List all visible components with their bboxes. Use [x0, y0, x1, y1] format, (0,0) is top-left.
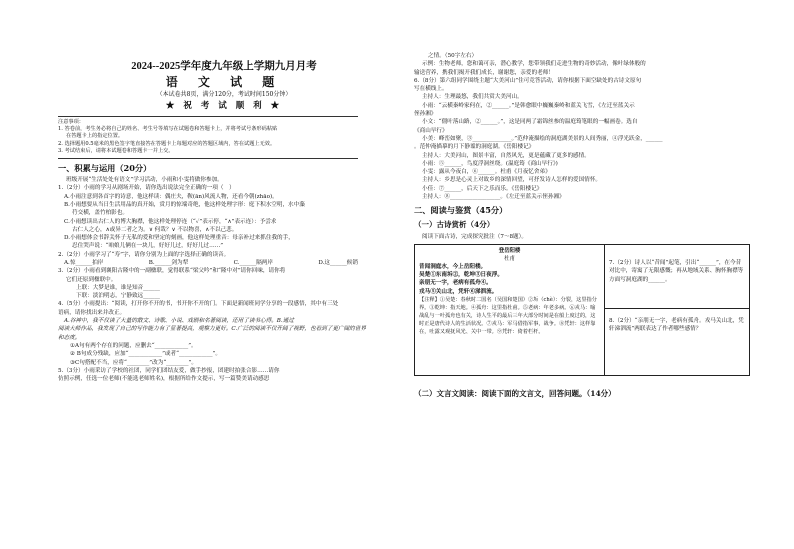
- q2-options: [58, 259, 358, 267]
- q2-option-d: D.这______候销: [318, 259, 358, 266]
- exam-info: （本试卷共8页，满分120分，考试时间150分钟）: [156, 91, 292, 98]
- notice-item: 在答题卡上的指定位置。: [66, 133, 124, 140]
- poem-line: 亲朋无一字，老病有孤舟④。: [419, 280, 492, 287]
- q6-line: 主持人：生理最悠，我们共赏大美河山。: [422, 94, 523, 101]
- subsection-heading: （二）文言文阅读：阅读下面的文言文，回答问题。（14分）: [414, 388, 616, 398]
- question-6: 6.（8分）第六组同学围绕主题“大美河山”住可竞答活动，请你根据下面空缺处的古诗文原句: [414, 77, 642, 84]
- q6-line: 。范仲淹描摹的月下静谧的洞庭湖。《岳阳楼记》: [414, 144, 535, 151]
- notice-item: 3. 考试结束后，请将本试题卷和答题卡一并上交。: [58, 147, 174, 154]
- poem-author: 杜甫: [504, 255, 515, 262]
- q1-option-c-cont: 古仁人之心，∧或异二者之为。∨ 何哉？∨ 不以物喜，∧不以己悲。: [72, 226, 238, 233]
- poem-cell: [415, 245, 605, 375]
- q6-line: 主持人：大美河山，图景丰富，自然风光，更是蕴藏了更多的感情。: [422, 152, 590, 159]
- left-column: [58, 52, 390, 383]
- question-3: 3.（2分）小雨看到襄阳古隆中的一副楹联，觉得联系“梁父吟”和“隆中对”请你回味，请你将: [58, 268, 286, 275]
- section-heading: 一、积累与运用（20分）: [58, 163, 152, 174]
- q1-option-b: B.小雨想要从当日生活用品的真开始，赏月的惊端奇绝，他这样处理字形：庭下积水空明，水中藻: [64, 201, 305, 208]
- q2-option-b: B.______剑为犁: [148, 259, 189, 266]
- q6-line: 小雨：“云横秦岭家何在，②______。”是韩愈眼中巍巍秦岭和蓝关飞雪，《左迁至蓝关示: [422, 102, 635, 109]
- poem-line: 昔闻洞庭水，今上岳阳楼。: [419, 263, 487, 270]
- notice-heading: 注意事项：: [58, 119, 84, 125]
- q6-line: 主持人：⑧__________________。《左迁至蓝关示侄孙湘》: [422, 194, 565, 201]
- exam-subtitle: 语 文 试 题: [165, 75, 283, 89]
- poem-table: [414, 244, 750, 376]
- subsection-heading: （一）古诗赏析（4分）: [414, 220, 495, 230]
- section-heading: 二、阅读与鉴赏（45分）: [414, 205, 508, 216]
- question-1: 1.（2分）小雨的学习从剧场开始，请你选出说法完全正确的一项（ ）: [58, 185, 235, 192]
- q6-line: 小雨：⑤______，鸟度浮洞丝绕。(温庭筠《商山早行》): [422, 160, 558, 167]
- q6-line: 小美：峰峦如聚，③______________。”范仲淹描绘的洞庭湖美景的人间秀丽，④浮光跃金，______: [422, 135, 663, 142]
- q5-example-cont: 输送营养，携我们揭开我们成长，谢谢您，亲爱的老师！: [414, 69, 554, 76]
- notice-item: 1. 答卷前，考生务必将自己的姓名、考生号等填写在试题卷和答题卡上，并将考试号条形码粘贴: [58, 126, 278, 133]
- exam-wish: ★ 祝 考 试 顺 利 ★: [165, 101, 283, 111]
- q3-lower-couplet: 下联：淡泊明志，宁静致远______: [76, 293, 160, 300]
- question-5-cont: 仿照示例，任选一位老师(不能选老师姓名)，根据所给作文提示，写一篇赞美请动感思: [58, 376, 270, 383]
- question-6-cont: 写在横线上。: [414, 86, 448, 93]
- poem-title: 登岳阳楼: [498, 247, 521, 254]
- q5-example: 示例：生物老师，您和蔼可亲，潜心教学，您带领我们走进生物的奇妙活动，像叶绿体般的: [422, 61, 646, 68]
- question-2: 2.（2分）小雨学习了“寿”字，请你分别为上面的字选择正确的读音。: [58, 251, 230, 258]
- q1-option-d-cont: 忍住哭声说：“咱娘儿俩在一块儿，好好儿过，好好儿过……”: [72, 243, 224, 250]
- poem-notes: 【注释】①吴楚：春秋时二国名（吴国和楚国）②坼（chè）：分裂，这里指分界。③乾坤：指天地。④孤舟：这里指杜甫。⑤老病：年老多病。⑥戎马：喻战乱与一叶孤舟也有关，诗人生平的最后三年大部分时间是在船上度过的，这时正是唐代诗人的生活状况。⑦戎马：军马借指军事，战争。⑧凭轩：这样靠在，吐露又观抚风光、关中一带。⑨凭轩：倚着栏杆。: [419, 297, 597, 336]
- q2-option-a: A.惊______拍岸: [64, 259, 104, 266]
- section-intro: 班级开展“生活处处有语文”学习活动，小雨和小雯将做你参加。: [66, 177, 223, 184]
- q4-passage: 阅读大师作品，我发现了自己的写作能力有了显著提高，观察力更好。C.广泛的阅读不仅开阔了视野，也看到了更广阔的世界: [58, 326, 366, 333]
- q2-option-c: C.______隔两岸: [233, 259, 273, 266]
- q4-answer-b: ② B句成分残缺，应加“____________”或者“____________”。: [70, 351, 221, 358]
- question-7: 7.（2分）诗人以“昔闻”起笔，引出“______”，在今昔对比中，寄寓了无限感慨；再从地域关系、胸怀胸襟等方面写洞庭湖的______。: [609, 259, 744, 284]
- poem-line: 戎马⑤关山北，凭轩⑥涕泗流。: [419, 288, 498, 295]
- question-4: 4.（5分）小雨提出：“阅读，打开你不开的书，书开你不开的门。下面是新闻班同学分享的一段感悟，其中有三处: [58, 301, 339, 308]
- q6-line: 侄孙湘》: [414, 111, 437, 118]
- question-3-cont: 它们还原到楹联中。: [66, 276, 117, 283]
- subsection-intro: 阅读下面古诗，完成探究批注（7～8题）。: [422, 234, 528, 241]
- q1-option-b-cont: 荇交横，盖竹柏影也。: [72, 210, 128, 217]
- q4-answer-a: ①A句有两个存在的问题，应删去“____________”。: [70, 342, 197, 349]
- divider: [58, 116, 358, 117]
- question-8-cell: [605, 309, 749, 337]
- q1-option-a: A.小雨注意到各首字的诗意，他这样读：偶庄夫，鞍(ān)风流人物，还看今朝(zhāo)。: [64, 193, 278, 200]
- question-4-cont: 语病，请你找出来并改正。: [58, 309, 126, 316]
- q3-upper-couplet: 上联：大梦是谁，谁是知音______: [76, 284, 160, 291]
- right-column: [414, 52, 754, 402]
- q1-option-d: D.小雨想体会书辞关怀子无私的爱和坚定的刻画，他这样处理重音：母亲补过来抓住我的手，: [64, 235, 294, 242]
- notice-block: [58, 119, 390, 155]
- poem-questions: [605, 245, 749, 375]
- question-5: 5.（3分）小雨采访了学校的社团，同学们团结友爱，做手抄报，团建时拍张合影……请你: [58, 367, 280, 374]
- question-8: 8.（2分）“亲朋无一字，老病有孤舟。戎马关山北，凭轩涕泗流”两联表达了作者哪些感情？: [609, 317, 744, 333]
- q5-cont: 之情。（50字左右）: [428, 53, 478, 59]
- q6-line: 《商山早行》: [414, 127, 448, 134]
- q4-passage: 和态度。: [58, 334, 81, 341]
- q6-line: 小雯：露从今夜白，⑥______。杜甫《月夜忆舍弟》: [422, 169, 551, 176]
- question-7-cell: [605, 245, 749, 309]
- q6-line: 主持人：乡思是心灵上对故乡的深情回望，可抒发诗人怎样的爱国情怀。: [422, 177, 602, 184]
- q6-line: 小佳：⑦______，后天下之乐而乐。《岳阳楼记》: [422, 185, 543, 192]
- divider: [58, 158, 358, 159]
- q4-answer-c: ③C句搭配不当，应将“________”改为“________”。: [70, 359, 198, 366]
- notice-item: 2. 选择题用0.5毫米的黑色签字笔直接答在答题卡上每题对应的答题区域内，答在试题上无效。: [58, 140, 276, 147]
- exam-title: 2024--2025学年度九年级上学期九月月考: [131, 61, 317, 72]
- q4-passage: A.谷神中，我不仅读了大量的散文、诗歌、小说、戏剧和名著阅读，还用了读书心得。B.通过: [64, 318, 294, 325]
- q6-line: 小文：“僵叶落山路，②______。”，这是同两了霜锦丝参的温庭筠笔眼的一幅画卷。选自: [422, 119, 638, 126]
- q1-option-c: C.小雨想读出古仁人的博大胸襟，他这样处理停连（“✓”表示停，“∧”表示连）：予尝求: [64, 218, 277, 225]
- poem-line: 吴楚①东南坼②，乾坤③日夜浮。: [419, 272, 503, 279]
